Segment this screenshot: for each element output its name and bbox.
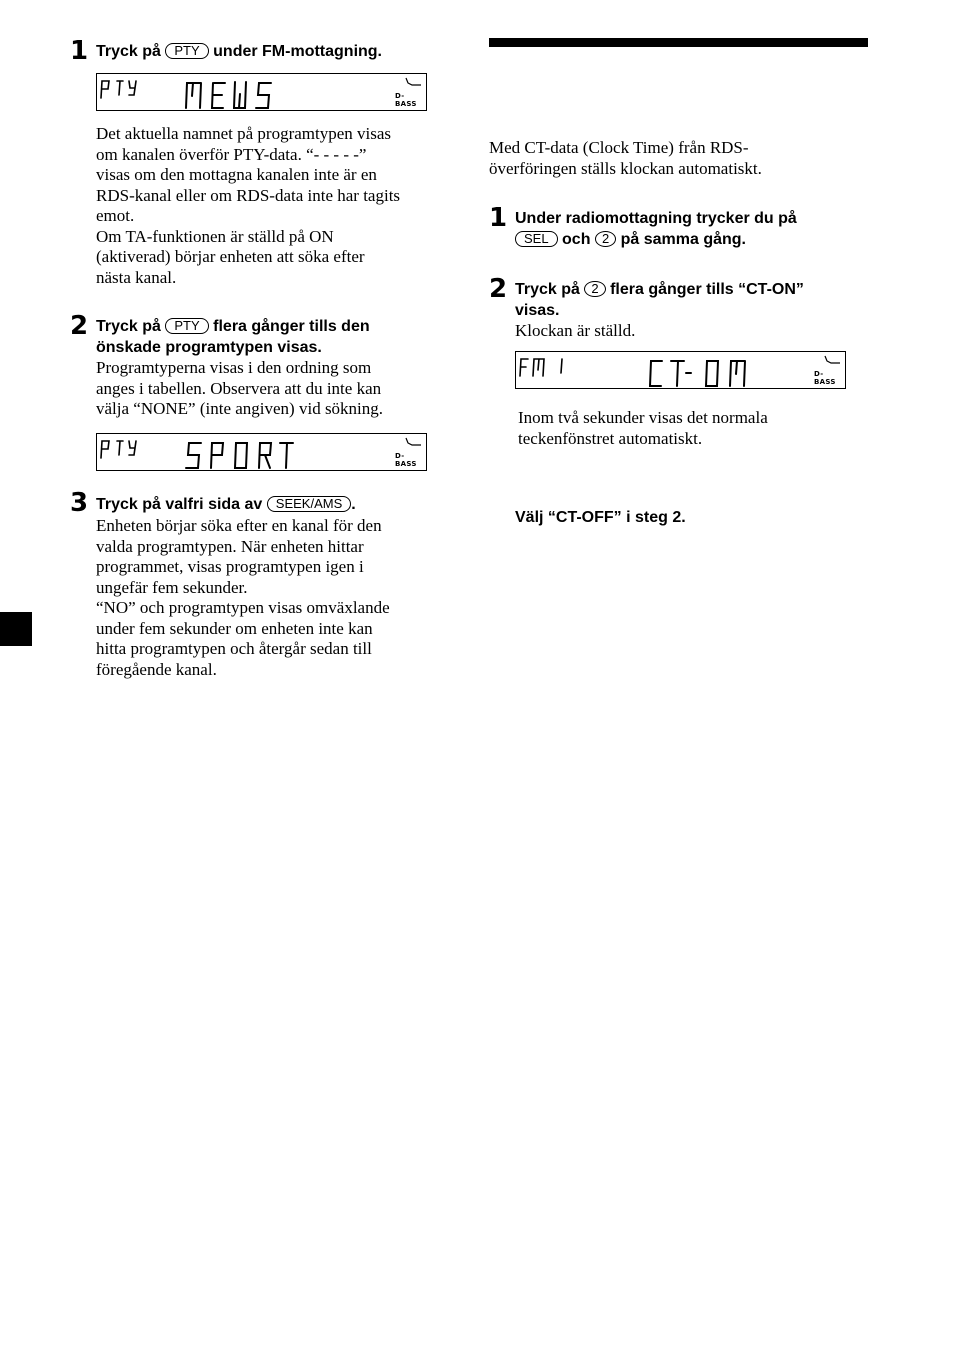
text-line: nästa kanal. (96, 267, 177, 287)
sel-button[interactable]: SEL (515, 231, 558, 247)
lcd-news-segments (97, 74, 428, 112)
text-line: Inom två sekunder visas det normala (518, 408, 768, 427)
text-line: ungefär fem sekunder. (96, 577, 248, 597)
text-line: Enheten börjar söka efter en kanal för den (96, 516, 382, 535)
text-line: under fem sekunder om enheten inte kan (96, 618, 373, 638)
ct-step-1-number: 1 (489, 203, 508, 233)
text-line: Det aktuella namnet på programtypen visas (96, 124, 392, 143)
lcd-ct-on-segments (516, 352, 847, 390)
step-3-heading-pre: Tryck på valfri sida av (96, 496, 263, 513)
text-line: (aktiverad) börjar enheten att söka efter (96, 247, 365, 266)
text-line: anges i tabellen. Observera att du inte kan (96, 378, 382, 398)
step-2-heading-pre: Tryck på (96, 318, 161, 335)
step-1-heading (96, 41, 456, 62)
lcd-display-sport (96, 433, 427, 471)
step-1-body (96, 124, 466, 288)
ct-step-2-heading-line2: visas. (515, 302, 560, 319)
d-bass-badge: D-BASS (814, 370, 836, 386)
pty-button[interactable]: PTY (165, 318, 208, 334)
text-line: Med CT-data (Clock Time) från RDS- (489, 138, 749, 157)
ct-step-2-body: Klockan är ställd. (515, 321, 636, 340)
step-1-heading-pre: Tryck på (96, 43, 161, 60)
lcd-display-ct-on (515, 351, 846, 389)
step-1-heading-post: under FM-mottagning. (213, 43, 382, 60)
text-line: föregående kanal. (96, 659, 217, 679)
ct-step-1-post: på samma gång. (620, 231, 746, 248)
ct-cancel-instruction: Välj “CT-OFF” i steg 2. (515, 509, 686, 526)
step-3-number: 3 (70, 488, 89, 518)
ct-step-2-heading-pre: Tryck på (515, 281, 580, 298)
text-line: Om TA-funktionen är ställd på ON (96, 226, 334, 246)
ct-step-2-note (518, 408, 878, 449)
pty-button[interactable]: PTY (165, 43, 208, 59)
lcd-sport-segments (97, 434, 428, 472)
d-bass-badge: D-BASS (395, 452, 417, 468)
preset-2-button[interactable]: 2 (584, 281, 605, 297)
ct-step-2-number: 2 (489, 274, 508, 304)
step-3-heading (96, 494, 466, 515)
text-line: om kanalen överför PTY-data. “- - - - -” (96, 144, 367, 164)
section-header-bar (489, 38, 868, 47)
ct-step-1-heading-line1: Under radiomottagning trycker du på (515, 210, 797, 227)
ct-step-2-heading (515, 279, 895, 321)
ct-intro (489, 138, 869, 179)
step-2-heading-line2: önskade programtypen visas. (96, 339, 322, 356)
text-line: emot. (96, 206, 135, 225)
text-line: valda programtypen. När enheten hittar (96, 536, 364, 556)
text-line: programmet, visas programtypen igen i (96, 557, 364, 576)
side-tab (0, 612, 32, 646)
step-2-heading (96, 316, 466, 358)
text-line: “NO” och programtypen visas omväxlande (96, 598, 390, 617)
preset-2-button[interactable]: 2 (595, 231, 616, 247)
step-2-body (96, 358, 466, 420)
seek-ams-button[interactable]: SEEK/AMS (267, 496, 351, 512)
text-line: RDS-kanal eller om RDS-data inte har tagits (96, 185, 401, 205)
text-line: Programtyperna visas i den ordning som (96, 358, 372, 377)
text-line: välja “NONE” (inte angiven) vid sökning. (96, 399, 384, 418)
text-line: överföringen ställs klockan automatiskt. (489, 158, 762, 178)
step-2-number: 2 (70, 311, 89, 341)
text-line: hitta programtypen och återgår sedan till (96, 639, 372, 658)
step-1-number: 1 (70, 36, 89, 66)
ct-step-1-heading (515, 208, 895, 250)
text-line: visas om den mottagna kanalen inte är en (96, 165, 377, 184)
ct-step-1-mid: och (562, 231, 591, 248)
d-bass-badge: D-BASS (395, 92, 417, 108)
text-line: teckenfönstret automatiskt. (518, 428, 703, 448)
step-3-body (96, 516, 466, 680)
step-3-heading-post: . (351, 496, 356, 513)
ct-step-2-heading-post: flera gånger tills “CT-ON” (610, 281, 804, 298)
step-2-heading-post: flera gånger tills den (213, 318, 370, 335)
lcd-display-news (96, 73, 427, 111)
